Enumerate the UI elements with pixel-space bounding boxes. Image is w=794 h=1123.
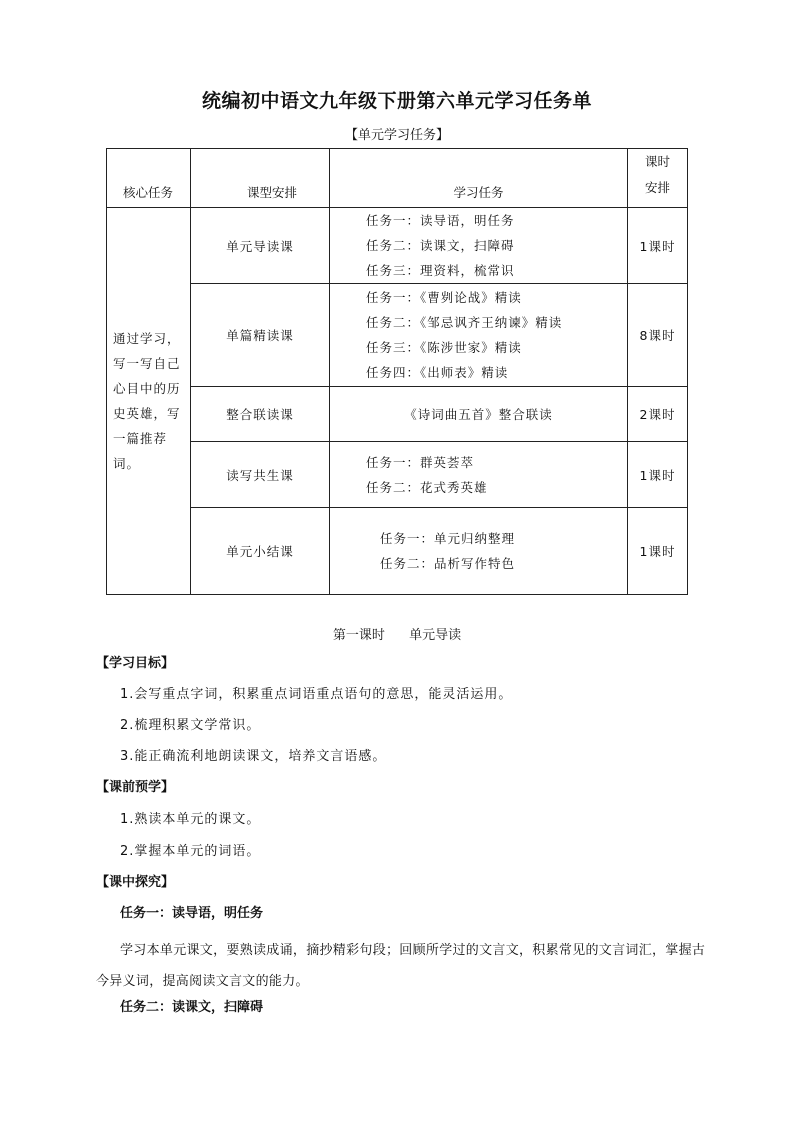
goal-item: 1.会写重点字词，积累重点词语重点语句的意思，能灵活运用。 [120,687,513,702]
lesson-name: 单元导读 [409,628,462,643]
task1-paragraph: 学习本单元课文，要熟读成诵，摘抄精彩句段；回顾所学过的文言文，积累常见的文言词汇，掌握古今异义词，提高阅读文言文的能力。 [96,943,706,989]
lesson-number: 第一课时 [332,628,385,643]
lesson-type-cell: 单篇精读课 [191,284,330,387]
goal-item: 3.能正确流利地朗读课文，培养文言语感。 [120,749,387,764]
learning-task-cell [330,208,628,284]
task-item: 任务一：单元归纳整理 [380,531,516,546]
task-item: 任务一：读导语，明任务 [366,213,515,228]
table-row [107,284,688,387]
header-hours [628,149,688,208]
unit-task-table [106,148,688,595]
header-lesson-type: 课型安排 [191,149,330,208]
learning-task-cell [330,442,628,508]
lesson-type-cell: 读写共生课 [191,442,330,508]
task-item: 任务四：《出师表》精读 [366,365,509,380]
task-item: 任务二：品析写作特色 [380,556,516,571]
explore-heading: 【课中探究】 [96,875,175,890]
header-hours-line1: 课时 [644,154,670,169]
task-item: 任务二：《邹忌讽齐王纳谏》精读 [366,315,563,330]
table-header-row [107,149,688,208]
header-hours-line2: 安排 [644,180,670,195]
table-row [107,387,688,442]
table-row [107,208,688,284]
preview-item: 1.熟读本单元的课文。 [120,812,261,827]
hours-cell: 1课时 [628,508,688,595]
task-item: 任务二：读课文，扫障碍 [366,238,515,253]
table-row [107,442,688,508]
hours-cell: 2课时 [628,387,688,442]
preview-item: 2.掌握本单元的词语。 [120,844,261,859]
task-item: 任务三：《陈涉世家》精读 [366,340,522,355]
task-item: 任务二：花式秀英雄 [366,479,488,495]
hours-cell: 1课时 [628,442,688,508]
task-item: 任务三：理资料，梳常识 [366,263,515,278]
goal-item: 2.梳理积累文学常识。 [120,718,261,733]
header-learning-task: 学习任务 [330,149,628,208]
page-title: 统编初中语文九年级下册第六单元学习任务单 [201,90,592,112]
section-subtitle: 【单元学习任务】 [344,128,449,143]
lesson-type-cell: 整合联读课 [191,387,330,442]
task-item: 《诗词曲五首》整合联读 [404,406,553,422]
lesson-type-cell: 单元小结课 [191,508,330,595]
learning-task-cell [330,284,628,387]
table-row [107,508,688,595]
learning-task-cell [330,387,628,442]
learning-task-cell [330,508,628,595]
task2-title: 任务二：读课文，扫障碍 [120,1000,264,1015]
lesson-heading [0,624,794,643]
header-core-task: 核心任务 [107,149,191,208]
task-item: 任务一：群英荟萃 [366,454,475,470]
preview-heading: 【课前预学】 [96,780,175,795]
task-item: 任务一：《曹刿论战》精读 [366,290,522,305]
hours-cell: 1课时 [628,208,688,284]
core-task-cell: 通过学习，写一写自己心目中的历史英雄，写一篇推荐词。 [107,208,191,595]
hours-cell: 8课时 [628,284,688,387]
task1-title: 任务一：读导语，明任务 [120,906,264,921]
lesson-type-cell: 单元导读课 [191,208,330,284]
goals-heading: 【学习目标】 [96,656,175,671]
